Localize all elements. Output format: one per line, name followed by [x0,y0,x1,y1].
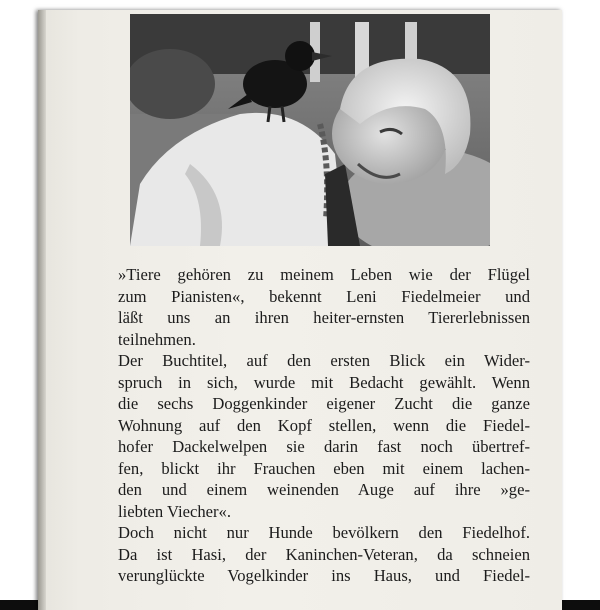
text-line: läßt uns an ihren heiter-ernsten Tiererlebnissen [118,308,530,327]
blurb-text [118,264,530,587]
text-line: Da ist Hasi, der Kaninchen-Veteran, da schneien [118,544,530,564]
paragraph-3 [118,522,530,587]
book-back-cover [38,10,562,610]
text-line: »Tiere gehören zu meinem Leben wie der Flügel [118,265,530,284]
text-line: die sechs Doggenkinder eigener Zucht die ganze [118,394,530,413]
page-edge-shadow [38,10,46,610]
text-line: verunglückte Vogelkinder ins Haus, und Fiedel- [118,566,530,585]
text-line: den und einem weinenden Auge auf ihre »ge- [118,480,530,499]
text-line: Wohnung auf den Kopf stellen, wenn die Fiedel- [118,415,530,435]
text-line: Der Buchtitel, auf den ersten Blick ein Wider- [118,351,530,370]
text-line: Doch nicht nur Hunde bevölkern den Fiedelhof. [118,523,530,542]
text-line: hofer Dackelwelpen sie darin fast noch übertref- [118,437,530,456]
text-line: liebten Viecher«. [118,501,231,521]
text-line: spruch in sich, wurde mit Bedacht gewählt. Wenn [118,372,530,392]
text-line: zum Pianisten«, bekennt Leni Fiedelmeier und [118,286,530,306]
author-photo-with-bird [130,14,490,246]
paragraph-2 [118,350,530,522]
text-line: teilnehmen. [118,329,196,349]
text-line: fen, blickt ihr Frauchen eben mit einem lachen- [118,458,530,478]
paragraph-1 [118,264,530,350]
